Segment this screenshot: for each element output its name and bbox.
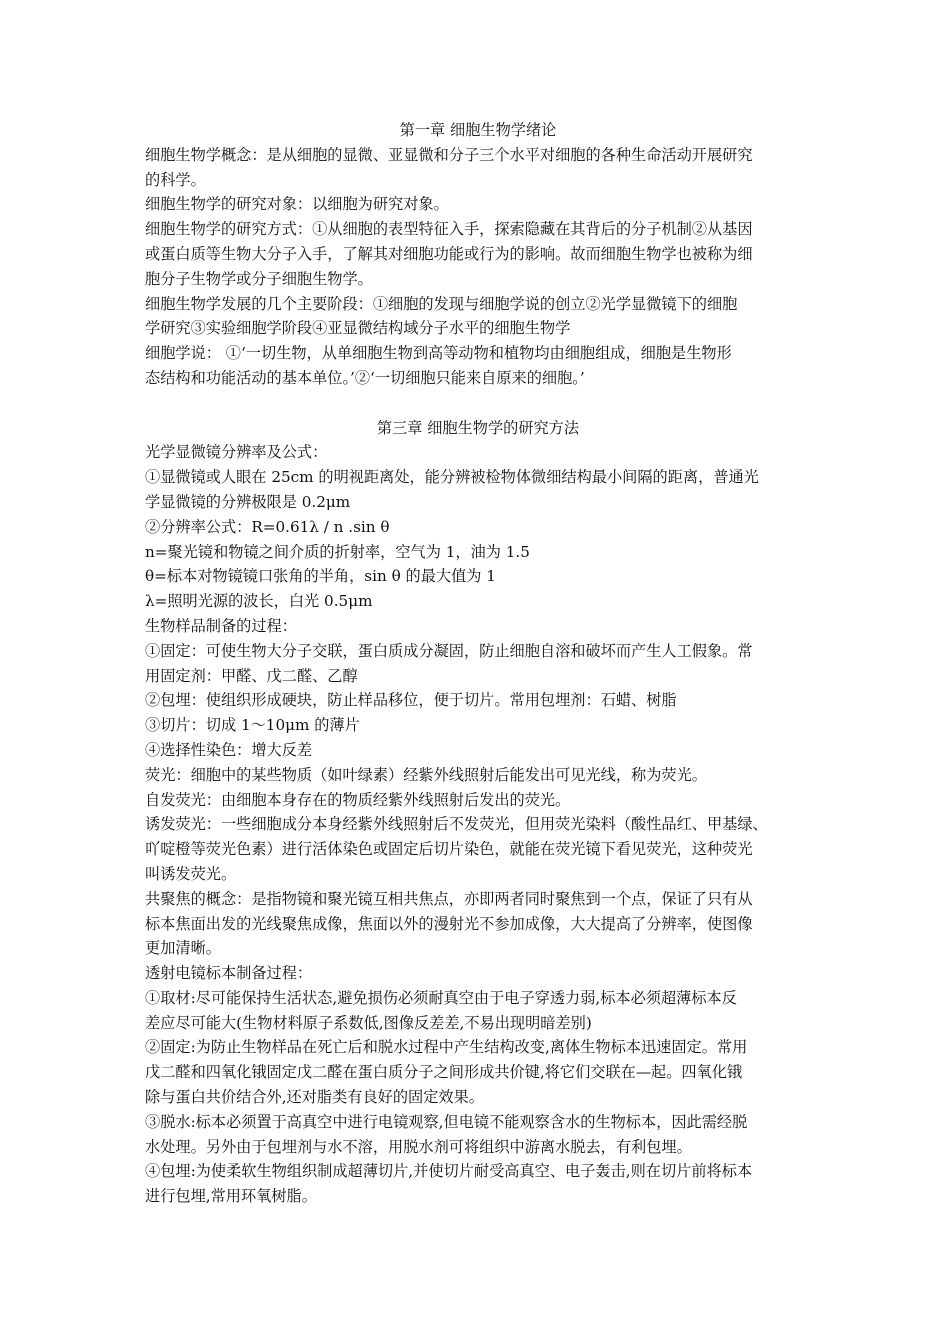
chapter1-line: 细胞生物学的研究方式：①从细胞的表型特征入手，探索隐藏在其背后的分子机制②从基因	[145, 220, 753, 239]
chapter3-line: ①显微镜或人眼在 25cm 的明视距离处，能分辨被检物体微细结构最小间隔的距离，普通光	[145, 468, 759, 487]
chapter1-line: 细胞生物学的研究对象：以细胞为研究对象。	[145, 195, 449, 214]
chapter3-line: 透射电镜标本制备过程：	[145, 964, 313, 983]
chapter3-line: ①固定：可使生物大分子交联，蛋白质成分凝固，防止细胞自溶和破坏而产生人工假象。常	[145, 641, 753, 660]
chapter1-title: 第一章 细胞生物学绪论	[399, 121, 557, 139]
document-page	[145, 118, 811, 1209]
chapter3-line: 用固定剂：甲醛、戊二醛、乙醇	[145, 666, 358, 685]
chapter3-line: 光学显微镜分辨率及公式：	[145, 443, 328, 462]
chapter3-line: 标本焦面出发的光线聚焦成像，焦面以外的漫射光不参加成像，大大提高了分辨率，使图像	[145, 914, 753, 933]
chapter1-line: 细胞学说： ①‘一切生物，从单细胞生物到高等动物和植物均由细胞组成，细胞是生物形	[145, 344, 732, 363]
chapter3-line: ②分辨率公式：R=0.61λ / n .sin θ	[145, 517, 390, 536]
chapter3-line: 荧光：细胞中的某些物质（如叶绿素）经紫外线照射后能发出可见光线，称为荧光。	[145, 765, 707, 784]
chapter3-line: 差应尽可能大(生物材料原子系数低,图像反差差,不易出现明暗差别)	[145, 1013, 592, 1032]
chapter3-line: 叫诱发荧光。	[145, 864, 237, 883]
chapter3-line: 生物样品制备的过程：	[145, 616, 297, 635]
chapter3-line: n=聚光镜和物镜之间介质的折射率，空气为 1，油为 1.5	[145, 542, 530, 561]
chapter3-line: ②包埋：使组织形成硬块，防止样品移位，便于切片。常用包埋剂：石蜡、树脂	[145, 691, 677, 710]
chapter3-line: 吖啶橙等荧光色素）进行活体染色或固定后切片染色，就能在荧光镜下看见荧光，这种荧光	[145, 840, 753, 859]
chapter3-line: ④包埋:为使柔软生物组织制成超薄切片,并使切片耐受高真空、电子轰击,则在切片前将标本	[145, 1162, 753, 1181]
chapter1-line: 或蛋白质等生物大分子入手，了解其对细胞功能或行为的影响。故而细胞生物学也被称为细	[145, 244, 753, 263]
chapter3-line: 共聚焦的概念：是指物镜和聚光镜互相共焦点，亦即两者同时聚焦到一个点，保证了只有从	[145, 889, 753, 908]
chapter1-line: 胞分子生物学或分子细胞生物学。	[145, 269, 373, 288]
chapter3-line: ③切片：切成 1～10μm 的薄片	[145, 716, 360, 735]
chapter3-line: λ=照明光源的波长，白光 0.5μm	[145, 592, 373, 611]
chapter3-title: 第三章 细胞生物学的研究方法	[376, 418, 580, 437]
chapter3-line: 除与蛋白共价结合外,还对脂类有良好的固定效果。	[145, 1088, 484, 1107]
chapter1-line: 细胞生物学发展的几个主要阶段：①细胞的发现与细胞学说的创立②光学显微镜下的细胞	[145, 294, 738, 313]
chapter3-line: 戊二醛和四氧化锇固定戊二醛在蛋白质分子之间形成共价键,将它们交联在—起。四氧化锇	[145, 1063, 743, 1082]
chapter3-line: ④选择性染色：增大反差	[145, 740, 313, 759]
chapter3-line: ③脱水:标本必须置于高真空中进行电镜观察,但电镜不能观察含水的生物标本，因此需经脱	[145, 1112, 748, 1131]
chapter3-line: 水处理。另外由于包埋剂与水不溶，用脱水剂可将组织中游离水脱去，有利包埋。	[145, 1137, 692, 1156]
chapter3-line: 诱发荧光：一些细胞成分本身经紫外线照射后不发荧光，但用荧光染料（酸性品红、甲基绿、	[145, 815, 768, 834]
chapter3-line: ②固定:为防止生物样品在死亡后和脱水过程中产生结构改变,离体生物标本迅速固定。常用	[145, 1038, 748, 1057]
chapter3-line: ①取材:尽可能保持生活状态,避免损伤必须耐真空由于电子穿透力弱,标本必须超薄标本反	[145, 988, 737, 1007]
chapter1-body	[145, 143, 811, 391]
chapter1-line: 的科学。	[145, 170, 206, 189]
chapter3-line: 更加清晰。	[145, 939, 221, 958]
chapter1-line: 细胞生物学概念：是从细胞的显微、亚显微和分子三个水平对细胞的各种生命活动开展研究	[145, 145, 753, 164]
chapter3-line: 自发荧光：由细胞本身存在的物质经紫外线照射后发出的荧光。	[145, 790, 571, 809]
chapter3-line: 学显微镜的分辨极限是 0.2μm	[145, 492, 351, 511]
chapter1-line: 学研究③实验细胞学阶段④亚显微结构域分子水平的细胞生物学	[145, 319, 571, 338]
chapter3-body	[145, 440, 811, 1209]
section-spacer	[145, 391, 811, 416]
chapter3-line: 进行包埋,常用环氧树脂。	[145, 1187, 317, 1206]
chapter1-line: 态结构和功能活动的基本单位。’②‘一切细胞只能来自原来的细胞。’	[145, 368, 585, 387]
chapter3-line: θ=标本对物镜镜口张角的半角，sin θ 的最大值为 1	[145, 567, 496, 586]
